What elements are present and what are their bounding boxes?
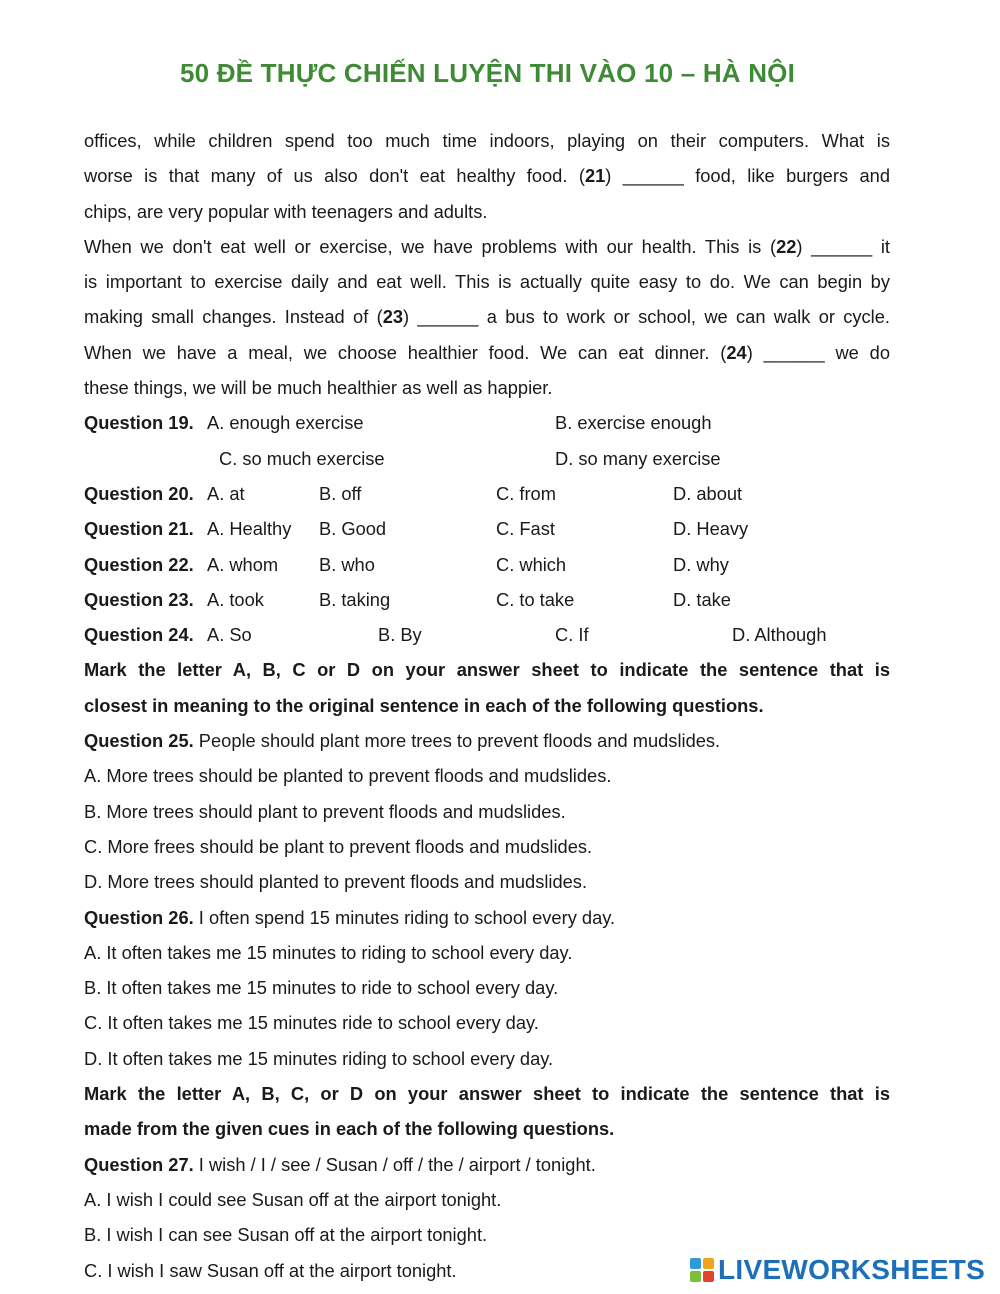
question-26 — [84, 900, 890, 935]
question-stem: I wish / I / see / Susan / off / the / airport / tonight. — [193, 1153, 596, 1175]
passage-line: worse is that many of us also don't eat healthy food. (21) ______ food, like burgers and — [84, 165, 890, 187]
page-title: 50 ĐỀ THỰC CHIẾN LUYỆN THI VÀO 10 – HÀ NỘI — [179, 58, 796, 88]
question-stem: I often spend 15 minutes riding to school every day. — [193, 906, 616, 928]
blank-number: 21 — [584, 165, 606, 187]
option-d[interactable]: D. take — [673, 588, 731, 610]
option-b[interactable]: B. taking — [319, 588, 391, 610]
option-c[interactable]: C. so much exercise — [219, 447, 385, 469]
question-label: Question 27. — [84, 1153, 194, 1175]
option-a[interactable]: A. I wish I could see Susan off at the airport tonight. — [84, 1188, 502, 1210]
question-21 — [84, 511, 890, 546]
passage-line: making small changes. Instead of (23) ______ a bus to work or school, we can walk or cycle. — [84, 306, 890, 328]
option-d[interactable]: D. It often takes me 15 minutes riding to school every day. — [84, 1047, 554, 1069]
option-d[interactable]: D. so many exercise — [555, 447, 721, 469]
option-a[interactable]: A. So — [207, 624, 252, 646]
option-b[interactable]: B. off — [319, 482, 362, 504]
question-label: Question 26. — [84, 906, 194, 928]
option-b[interactable]: B. exercise enough — [555, 412, 712, 434]
question-19 — [84, 405, 890, 440]
question-stem: People should plant more trees to prevent floods and mudslides. — [193, 730, 721, 752]
worksheet-content — [84, 123, 890, 1288]
option-b[interactable]: B. By — [378, 624, 422, 646]
question-label: Question 22. — [84, 553, 194, 575]
passage-line: is important to exercise daily and eat well. This is actually quite easy to do. We can begin by — [84, 271, 890, 293]
option-c[interactable]: C. to take — [496, 588, 575, 610]
option-d[interactable]: D. about — [673, 482, 743, 504]
option-c[interactable]: C. More frees should be plant to prevent floods and mudslides. — [84, 835, 593, 857]
question-23 — [84, 582, 890, 617]
instruction-line: closest in meaning to the original sentence in each of the following questions. — [84, 694, 764, 716]
blank-number: 24 — [726, 341, 747, 363]
option-d[interactable]: D. Heavy — [673, 518, 749, 540]
option-c[interactable]: C. Fast — [496, 518, 555, 540]
option-b[interactable]: B. I wish I can see Susan off at the airport tonight. — [84, 1224, 488, 1246]
question-label: Question 24. — [84, 624, 194, 646]
option-c[interactable]: C. from — [496, 482, 556, 504]
option-c[interactable]: C. It often takes me 15 minutes ride to school every day. — [84, 1012, 539, 1034]
question-27 — [84, 1147, 890, 1182]
passage-line: When we have a meal, we choose healthier food. We can eat dinner. (24) ______ we do — [84, 341, 890, 363]
option-a[interactable]: A. Healthy — [207, 518, 292, 540]
option-a[interactable]: A. It often takes me 15 minutes to riding to school every day. — [84, 941, 573, 963]
blank-number: 23 — [382, 306, 404, 328]
question-label: Question 21. — [84, 518, 194, 540]
option-a[interactable]: A. took — [207, 588, 264, 610]
option-b[interactable]: B. It often takes me 15 minutes to ride to school every day. — [84, 977, 559, 999]
blank-number: 22 — [776, 235, 797, 257]
option-d[interactable]: D. Although — [732, 624, 827, 646]
question-22 — [84, 547, 890, 582]
option-d[interactable]: D. why — [673, 553, 729, 575]
question-25 — [84, 723, 890, 758]
option-c[interactable]: C. If — [555, 624, 589, 646]
liveworksheets-logo[interactable] — [690, 1252, 985, 1288]
option-a[interactable]: A. at — [207, 482, 245, 504]
option-b[interactable]: B. who — [319, 553, 375, 575]
passage-line: When we don't eat well or exercise, we have problems with our health. This is (22) ______ it — [84, 235, 890, 257]
option-a[interactable]: A. whom — [207, 553, 279, 575]
logo-text: LIVEWORKSHEETS — [718, 1254, 986, 1285]
liveworksheets-logo-icon — [690, 1258, 714, 1282]
question-label: Question 20. — [84, 482, 194, 504]
instruction-line: made from the given cues in each of the following questions. — [84, 1118, 615, 1140]
question-label: Question 19. — [84, 412, 194, 434]
option-c[interactable]: C. which — [496, 553, 567, 575]
option-a[interactable]: A. enough exercise — [207, 412, 364, 434]
option-b[interactable]: B. More trees should plant to prevent floods and mudslides. — [84, 800, 566, 822]
question-label: Question 25. — [84, 730, 194, 752]
passage-line: chips, are very popular with teenagers and adults. — [84, 200, 488, 222]
passage-line: these things, we will be much healthier as well as happier. — [84, 377, 553, 399]
option-d[interactable]: D. More trees should planted to prevent floods and mudslides. — [84, 871, 588, 893]
question-19-cont — [84, 441, 890, 476]
question-24 — [84, 617, 890, 652]
option-c[interactable]: C. I wish I saw Susan off at the airport tonight. — [84, 1259, 457, 1281]
instruction-line: Mark the letter A, B, C or D on your answer sheet to indicate the sentence that is — [84, 659, 890, 681]
passage-line: offices, while children spend too much time indoors, playing on their computers. What is — [84, 130, 890, 151]
instruction-line: Mark the letter A, B, C, or D on your answer sheet to indicate the sentence that is — [84, 1083, 890, 1105]
question-20 — [84, 476, 890, 511]
option-a[interactable]: A. More trees should be planted to prevent floods and mudslides. — [84, 765, 612, 787]
option-b[interactable]: B. Good — [319, 518, 387, 540]
question-label: Question 23. — [84, 588, 194, 610]
